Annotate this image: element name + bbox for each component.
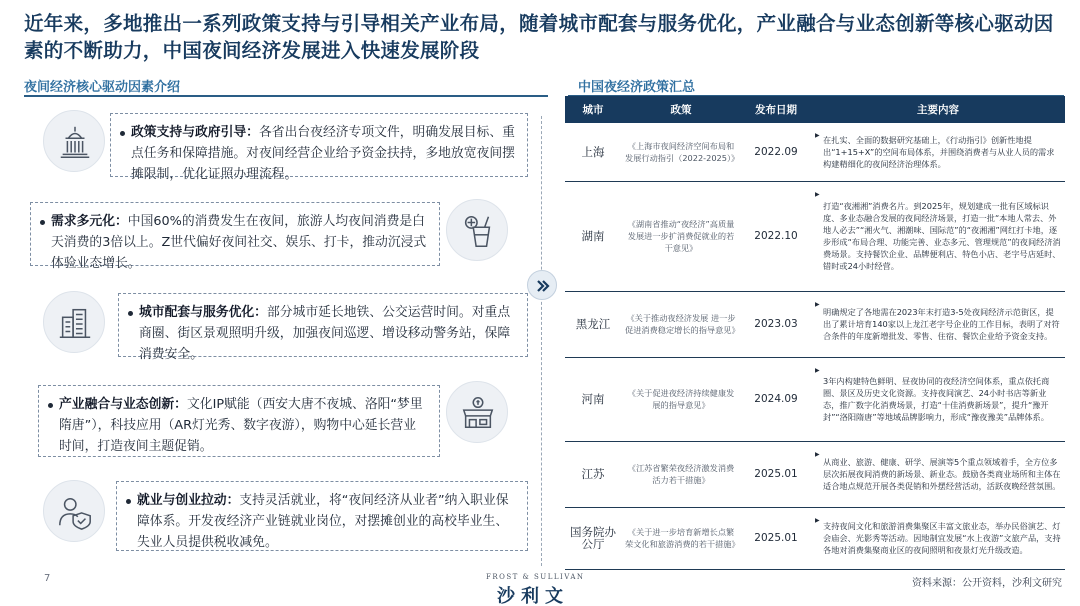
- policy-cell: 《关于促进夜经济持续健康发展的指导意见》: [621, 357, 741, 441]
- content-cell: [811, 181, 1065, 291]
- bullet: [126, 499, 131, 504]
- driver-card-employment: [116, 481, 528, 551]
- table-row: [565, 441, 1065, 507]
- driver-label: 政策支持与政府引导：: [131, 125, 259, 140]
- government-building-icon: [43, 110, 105, 172]
- content-cell: [811, 291, 1065, 357]
- source-note: 资料来源：公开资料，沙利文研究: [912, 578, 1062, 589]
- left-section-divider: [24, 95, 548, 97]
- center-dashed-divider: [541, 116, 542, 566]
- driver-text: 中国60%的消费发生在夜间，旅游人均夜间消费是白天消费的3倍以上。Z世代偏好夜间社交、娱乐、打卡，推动沉浸式体验业态增长。: [51, 214, 427, 271]
- table-row: [565, 123, 1065, 181]
- bullet: [128, 311, 133, 316]
- city-cell: 江苏: [565, 441, 621, 507]
- content-text: 打造“夜湘湘”消费名片。到2025年，规划建成一批有区域标识度、多业态融合发展的夜间经济场景，打造一批“本地人常去、外地人必去”“湘火气、湘潮味、国际范”的“夜湘湘”网红打卡地，逐步形成“布局合理、功能完善、业态多元、管理规范”的夜间经济消费场景。支持餐饮企业、品牌便利店、特色小店、老字号店延时、错时或24小时经营。: [823, 201, 1061, 271]
- content-text: 从商业、旅游、健康、研学、展演等5个重点领域着手，全方位多层次拓展夜间消费的新场景、新业态。鼓励各类商业场所和主体在适合地点规范开展各类促销和外摆经营活动，活跃夜晚经营氛围。: [823, 457, 1061, 491]
- driver-label: 产业融合与业态创新：: [59, 397, 187, 412]
- triangle-bullet-icon: ▶: [815, 190, 820, 198]
- city-buildings-icon: [43, 291, 105, 353]
- storefront-icon: [446, 381, 508, 443]
- date-cell: 2022.09: [741, 123, 811, 181]
- driver-card-urban-services: [118, 293, 528, 362]
- content-cell: [811, 357, 1065, 441]
- policy-cell: 《关于进一步培育新增长点繁荣文化和旅游消费的若干措施》: [621, 507, 741, 569]
- triangle-bullet-icon: ▶: [815, 450, 820, 458]
- triangle-bullet-icon: ▶: [815, 132, 820, 139]
- table-row: [565, 291, 1065, 357]
- content-text: 3年内构建特色鲜明、昼夜协同的夜经济空间体系，重点依托商圈、景区及历史文化资源。支持夜间演艺、24小时书店等新业态，推广数字化消费场景，打造“十佳消费新场景”，提升“豫开封”“洛阳隋唐”等地域品牌影响力，形成“豫夜豫美”品牌体系。: [823, 376, 1050, 422]
- date-cell: 2025.01: [741, 441, 811, 507]
- table-header-row: [565, 96, 1065, 123]
- driver-card-policy: [110, 113, 528, 182]
- employment-shield-icon: [43, 480, 105, 542]
- policy-cell: 《上海市夜间经济空间布局和发展行动指引（2022-2025）》: [621, 123, 741, 181]
- content-cell: [811, 507, 1065, 569]
- left-section-title: 夜间经济核心驱动因素介绍: [24, 80, 181, 95]
- date-cell: 2025.01: [741, 507, 811, 569]
- double-chevron-right-icon: [527, 270, 557, 300]
- brand-name-en: FROST & SULLIVAN: [486, 573, 585, 581]
- col-header-policy: 政策: [621, 96, 741, 123]
- col-header-city: 城市: [565, 96, 621, 123]
- driver-label: 城市配套与服务优化：: [139, 305, 267, 320]
- content-cell: [811, 441, 1065, 507]
- date-cell: 2024.09: [741, 357, 811, 441]
- triangle-bullet-icon: ▶: [815, 300, 820, 308]
- drink-cup-icon: [446, 199, 508, 261]
- date-cell: 2022.10: [741, 181, 811, 291]
- col-header-content: 主要内容: [811, 96, 1065, 123]
- col-header-date: 发布日期: [741, 96, 811, 123]
- triangle-bullet-icon: ▶: [815, 516, 820, 524]
- triangle-bullet-icon: ▶: [815, 366, 820, 374]
- policy-cell: 《关于推动夜经济发展 进一步促进消费稳定增长的指导意见》: [621, 291, 741, 357]
- bullet: [40, 220, 45, 225]
- driver-text: 部分城市延长地铁、公交运营时间。对重点商圈、街区景观照明升级，加强夜间巡逻、增设移动警务站，保障消费安全。: [139, 305, 511, 362]
- driver-text: 文化IP赋能（西安大唐不夜城、洛阳“梦里隋唐”），科技应用（AR灯光秀、数字夜游），购物中心延长营业时间，打造夜间主题促销。: [59, 397, 423, 454]
- driver-label: 需求多元化：: [51, 214, 128, 229]
- city-cell: 上海: [565, 123, 621, 181]
- driver-card-industry-innovation: [38, 385, 440, 457]
- city-cell: 国务院办公厅: [565, 507, 621, 569]
- page-number: 7: [44, 573, 51, 584]
- right-section-title: 中国夜经济政策汇总: [578, 80, 696, 95]
- content-cell: [811, 123, 1065, 181]
- driver-text: 各省出台夜经济专项文件，明确发展目标、重点任务和保障措施。对夜间经营企业给予资金扶持，多地放宽夜间摆摊限制，优化证照办理流程。: [131, 125, 515, 182]
- policy-cell: 《湖南省推动“夜经济”高质量发展进一步扩消费促就业的若干意见》: [621, 181, 741, 291]
- brand-logo: 沙利文: [497, 586, 569, 606]
- content-text: 在扎实、全面的数据研究基础上，《行动指引》创新性地提出“1+15+X”的空间布局体系，并围绕消费者与从业人员的需求构建精细化的夜间经济治理体系。: [823, 134, 1055, 169]
- policy-table: [565, 96, 1065, 570]
- bullet: [120, 131, 125, 136]
- table-row: [565, 507, 1065, 569]
- content-text: 支持夜间文化和旅游消费集聚区丰富文旅业态，举办民俗演艺、灯会庙会、光影秀等活动。因地制宜发展“水上夜游”文旅产品，支持各地对消费集聚商业区的夜间照明和夜景灯光升级改造。: [823, 521, 1061, 555]
- content-text: 明确规定了各地需在2023年末打造3-5处夜间经济示范街区，提出了累计培育140家以上龙江老字号企业的工作目标，表明了对符合条件的年度新增批发、零售、住宿、餐饮企业给予资金支持。: [823, 307, 1060, 341]
- city-cell: 湖南: [565, 181, 621, 291]
- table-row: [565, 181, 1065, 291]
- driver-text: 支持灵活就业，将“夜间经济从业者”纳入职业保障体系。开发夜经济产业链就业岗位，对摆摊创业的高校毕业生、失业人员提供税收减免。: [137, 493, 509, 550]
- policy-cell: 《江苏省繁荣夜经济激发消费活力若干措施》: [621, 441, 741, 507]
- table-row: [565, 357, 1065, 441]
- driver-label: 就业与创业拉动：: [137, 493, 240, 508]
- page-headline: 近年来，多地推出一系列政策支持与引导相关产业布局，随着城市配套与服务优化，产业融合与业态创新等核心驱动因素的不断助力，中国夜间经济发展进入快速发展阶段: [24, 12, 1054, 62]
- driver-card-demand: [30, 202, 440, 271]
- bullet: [48, 403, 53, 408]
- city-cell: 黑龙江: [565, 291, 621, 357]
- city-cell: 河南: [565, 357, 621, 441]
- date-cell: 2023.03: [741, 291, 811, 357]
